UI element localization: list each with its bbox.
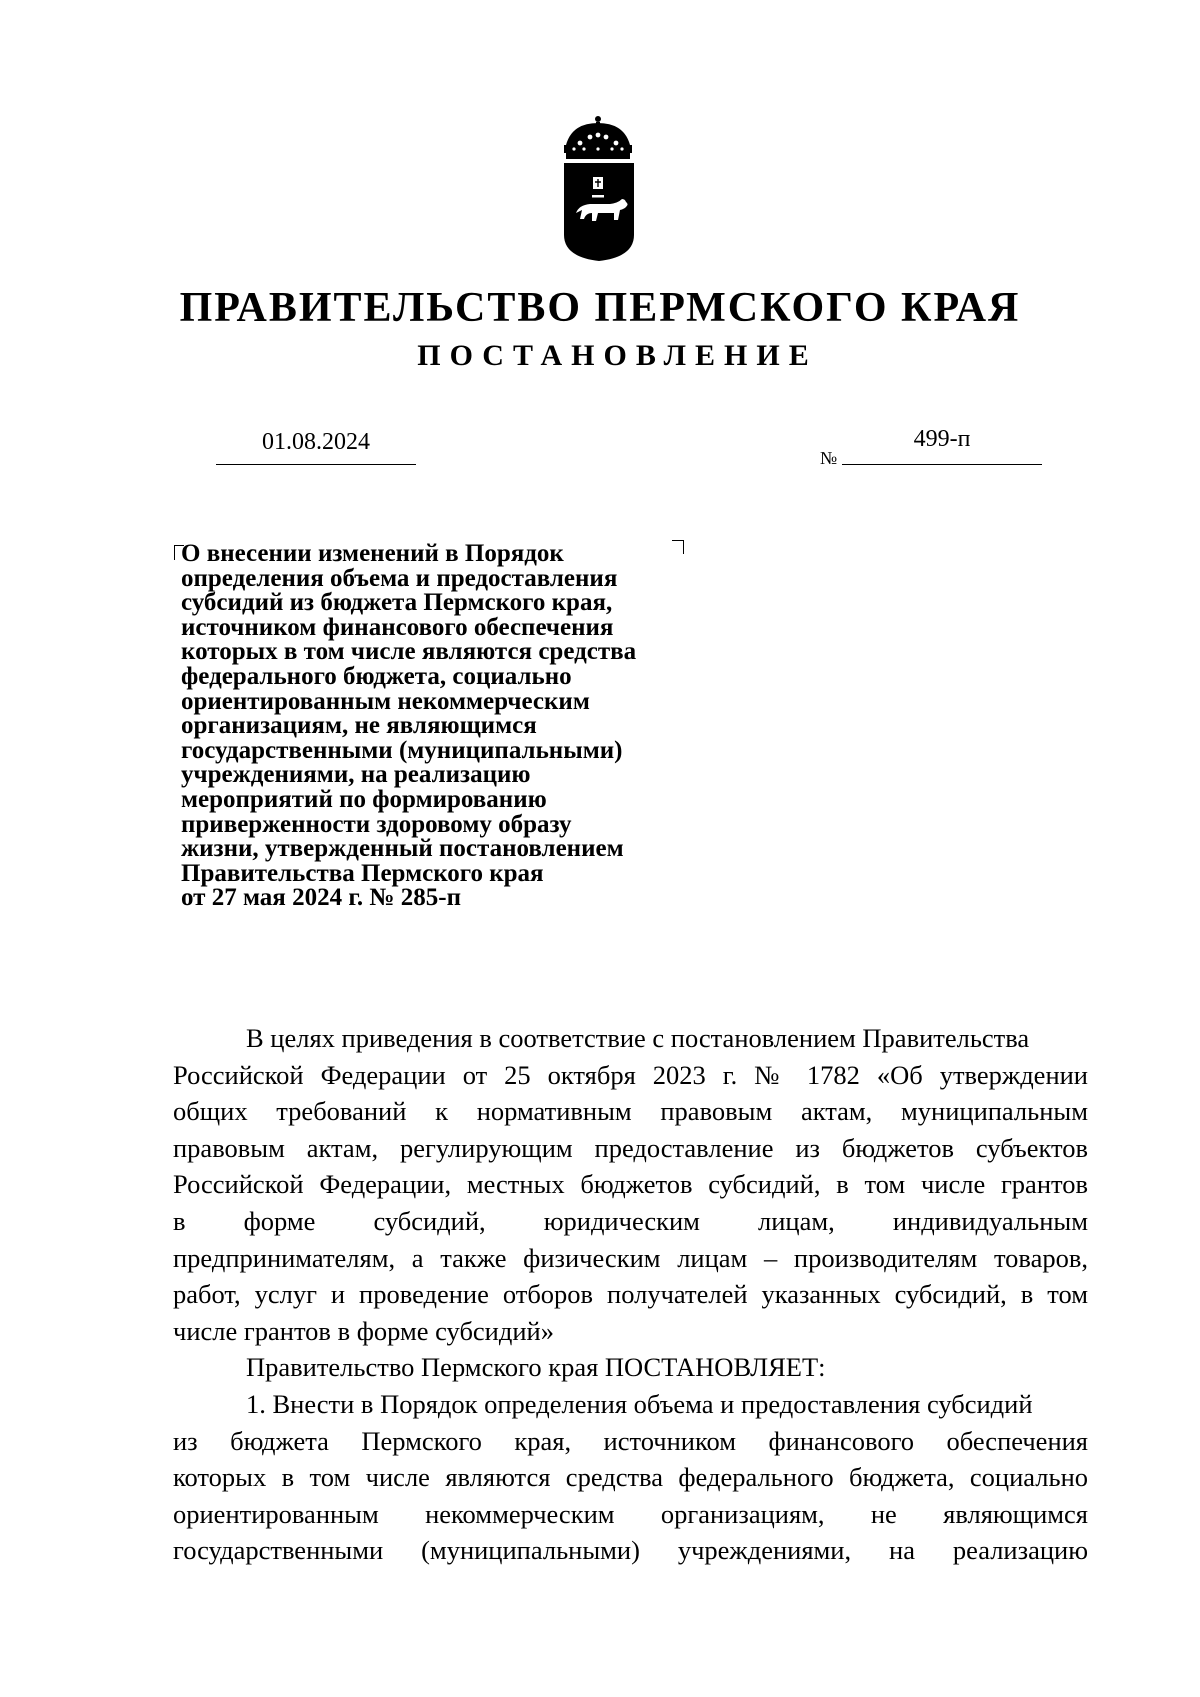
document-body bbox=[173, 1020, 1088, 1569]
subject-line: ориентированным некоммерческим bbox=[181, 687, 590, 715]
body-line: государственными (муниципальными) учреждениями, на реализацию bbox=[173, 1535, 1088, 1566]
subject-line: приверженности здоровому образу bbox=[181, 810, 572, 838]
subject-line: источником финансового обеспечения bbox=[181, 613, 614, 641]
subject-line: федерального бюджета, социально bbox=[181, 662, 572, 690]
body-line: числе грантов в форме субсидий» bbox=[173, 1315, 554, 1346]
subject-line: от 27 мая 2024 г. № 285-п bbox=[181, 884, 461, 912]
subject-line: мероприятий по формированию bbox=[181, 785, 547, 813]
document-date: 01.08.2024 bbox=[262, 429, 370, 455]
number-sign: № bbox=[820, 448, 838, 468]
body-line: ориентированным некоммерческим организациям, не являющимся bbox=[173, 1498, 1088, 1529]
body-line: В целях приведения в соответствие с постановлением Правительства bbox=[246, 1023, 1030, 1053]
government-title: ПРАВИТЕЛЬСТВО ПЕРМСКОГО КРАЯ bbox=[179, 285, 1021, 331]
subject-line: которых в том числе являются средства bbox=[181, 638, 637, 666]
body-line: общих требований к нормативным правовым актам, муниципальным bbox=[173, 1096, 1088, 1127]
body-line: Правительство Пермского края ПОСТАНОВЛЯЕТ: bbox=[246, 1352, 826, 1383]
subject-line: государственными (муниципальными) bbox=[181, 736, 623, 764]
body-line: Российской Федерации, местных бюджетов субсидий, в том числе грантов bbox=[173, 1169, 1088, 1200]
body-line: предпринимателям, а также физическим лицам – производителям товаров, bbox=[173, 1242, 1088, 1273]
document-subject bbox=[181, 542, 721, 911]
body-line: в форме субсидий, юридическим лицам, индивидуальным bbox=[173, 1205, 1088, 1236]
body-line: правовым актам, регулирующим предоставление из бюджетов субъектов bbox=[173, 1132, 1088, 1163]
subject-line: определения объема и предоставления bbox=[181, 564, 618, 592]
body-line: 1. Внести в Порядок определения объема и предоставления субсидий bbox=[246, 1388, 1033, 1419]
date-underline bbox=[216, 464, 416, 465]
subject-line: жизни, утвержденный постановлением bbox=[181, 835, 624, 863]
subject-line: Правительства Пермского края bbox=[181, 859, 544, 887]
subject-line: организациям, не являющимся bbox=[181, 712, 537, 740]
perm-krai-coat-of-arms-icon bbox=[560, 115, 658, 265]
body-line: Российской Федерации от 25 октября 2023 г. № 1782 «Об утверждении bbox=[173, 1059, 1088, 1090]
document-number: 499-п bbox=[913, 426, 971, 452]
document-type: ПОСТАНОВЛЕНИЕ bbox=[417, 339, 818, 372]
body-line: работ, услуг и проведение отборов получателей указанных субсидий, в том bbox=[173, 1279, 1088, 1310]
subject-line: О внесении изменений в Порядок bbox=[181, 540, 564, 567]
subject-line: учреждениями, на реализацию bbox=[181, 761, 531, 789]
number-underline bbox=[842, 464, 1042, 465]
subject-line: субсидий из бюджета Пермского края, bbox=[181, 589, 613, 617]
body-line: которых в том числе являются средства федерального бюджета, социально bbox=[173, 1462, 1088, 1493]
body-line: из бюджета Пермского края, источником финансового обеспечения bbox=[173, 1425, 1088, 1456]
